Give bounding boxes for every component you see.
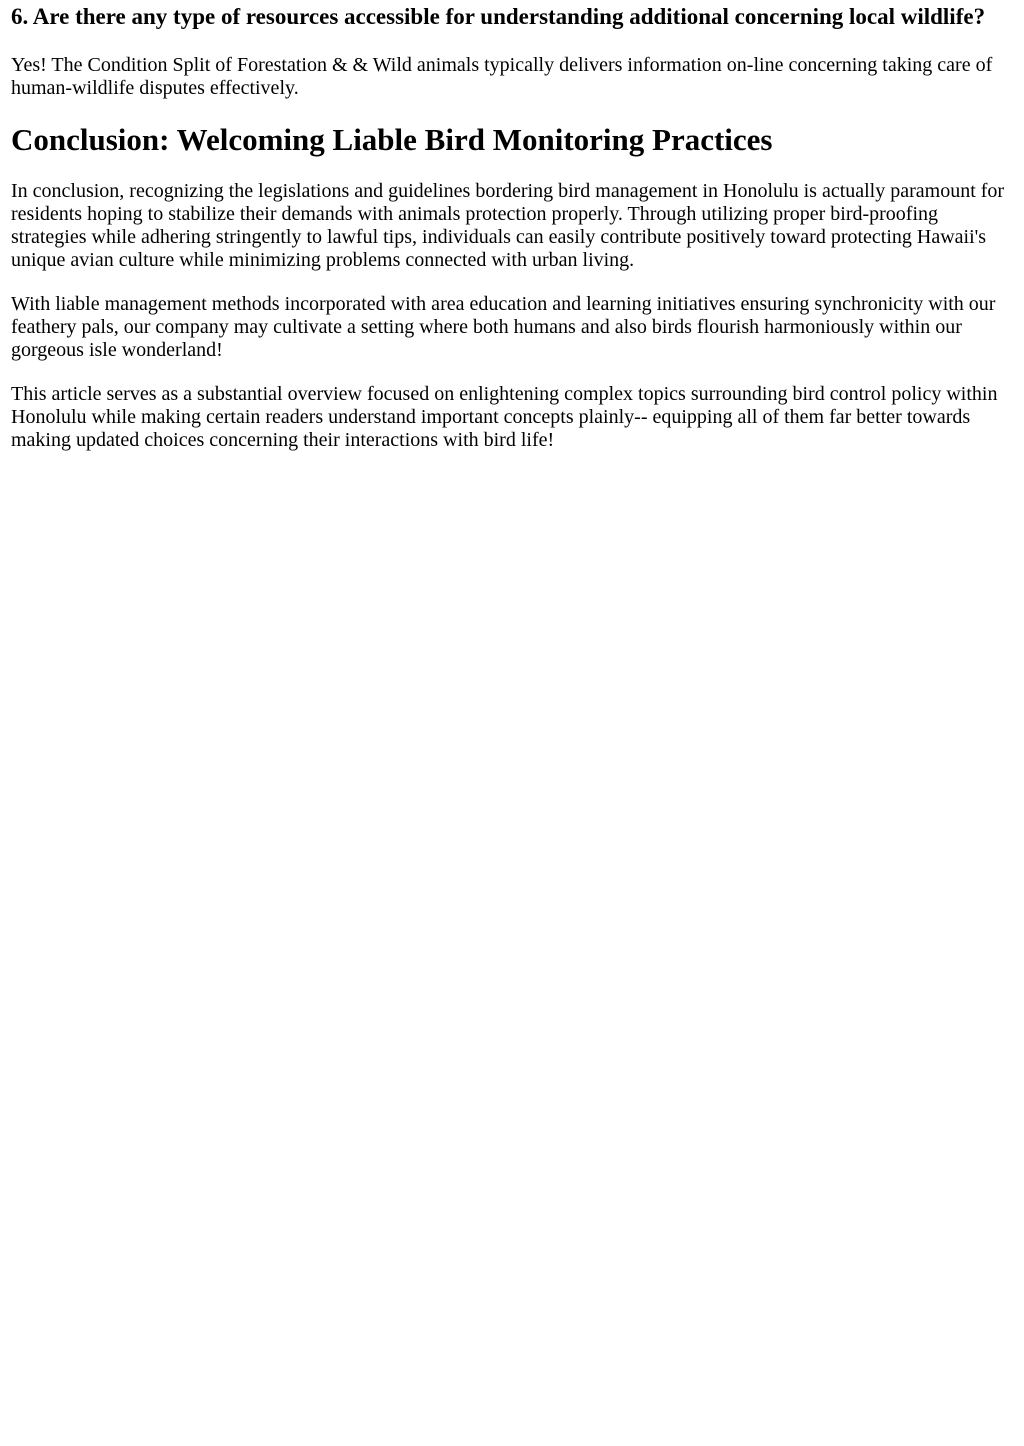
article-body [11, 0, 1011, 473]
conclusion-paragraph-1: In conclusion, recognizing the legislations and guidelines bordering bird management in Honolulu is actually paramount for residents hoping to stabilize their demands with animals protection properly. Through utilizing proper bird-proofing strategies while adhering stringently to lawful tips, individuals can easily contribute positively toward protecting Hawaii's unique avian culture while minimizing problems connected with urban living. [11, 180, 1005, 271]
faq-question-heading: 6. Are there any type of resources accessible for understanding additional concerning local wildlife? [11, 4, 986, 29]
conclusion-paragraph-2: With liable management methods incorporated with area education and learning initiatives ensuring synchronicity with our feathery pals, our company may cultivate a setting where both humans and also birds flourish harmoniously within our gorgeous isle wonderland! [11, 293, 996, 361]
conclusion-paragraph-3: This article serves as a substantial overview focused on enlightening complex topics surrounding bird control policy within Honolulu while making certain readers understand important concepts plainly-- equipping all of them far better towards making updated choices concerning their interactions with bird life! [11, 383, 998, 451]
faq-answer-paragraph: Yes! The Condition Split of Forestation & & Wild animals typically delivers information on-line concerning taking care of human-wildlife disputes effectively. [11, 54, 993, 99]
conclusion-heading: Conclusion: Welcoming Liable Bird Monitoring Practices [11, 122, 773, 157]
